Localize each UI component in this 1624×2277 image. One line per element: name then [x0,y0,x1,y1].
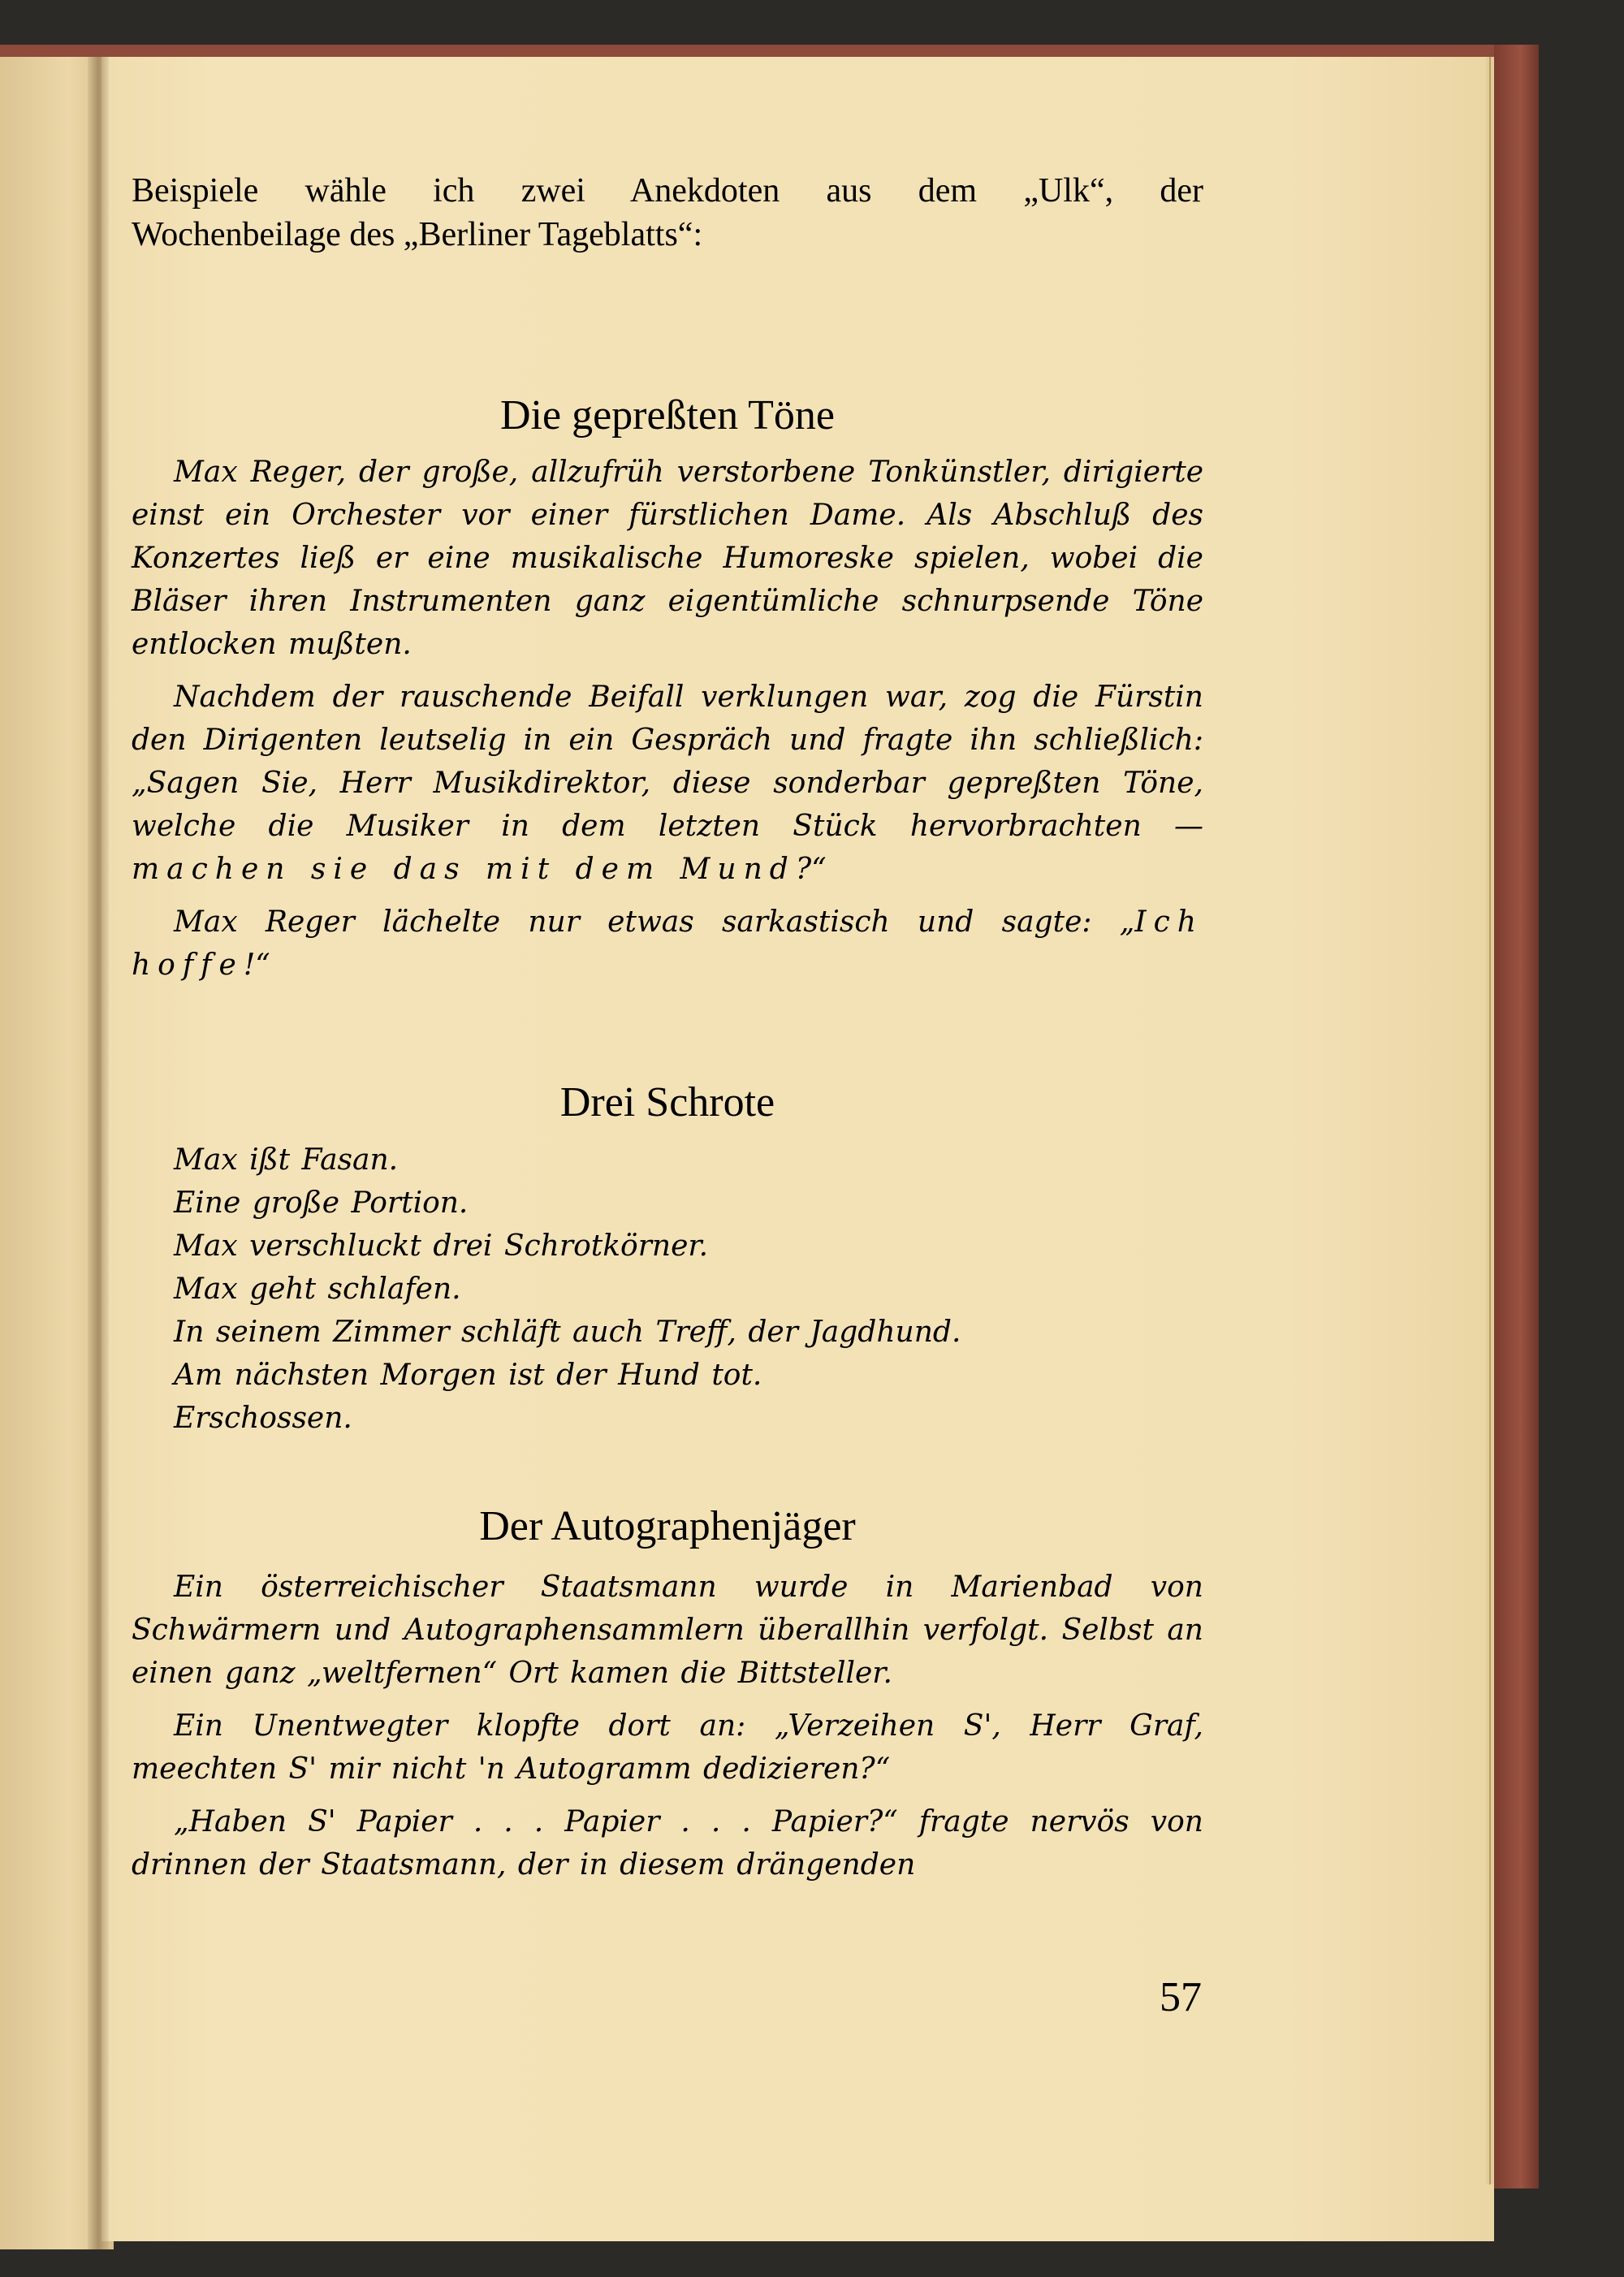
intro-line-1: Beispiele wähle ich zwei Anekdoten aus dem „Ulk“, der [132,172,1203,210]
story1-p3-text: Max Reger lächelte nur etwas sarkastisch und sagte: „ [174,905,1135,939]
book-cover-edge-right [1494,45,1539,2188]
story3-paragraph-1: Ein österreichischer Staatsmann wurde in Marienbad von Schwärmern und Autographensammlern überallhin verfolgt. Selbst an einen ganz „weltfernen“ Ort kamen die Bittsteller. [132,1571,1203,1690]
story2-line: In seinem Zimmer schläft auch Treff, der Jagdhund. [174,1316,961,1349]
story1-p2-end: ?“ [795,853,827,886]
story2-line: Max geht schlafen. [174,1272,461,1306]
story1-paragraph-1: Max Reger, der große, allzufrüh verstorbene Tonkünstler, dirigierte einst ein Orchester vor einer fürstlichen Dame. Als Abschluß des Konzertes ließ er eine musikalische Humoreske spielen, wobei die Bläser ihren Instrumenten ganz eigentümliche schnurpsende Töne entlocken mußten. [132,456,1203,661]
story2-line: Erschossen. [174,1402,352,1435]
story1-p2-spaced: machen sie das mit dem Mund [132,853,796,886]
heading-die-gepressten-toene: Die gepreßten Töne [500,392,835,439]
story-drei-schrote [132,1138,1203,1440]
intro-paragraph [132,169,1203,257]
story1-p2-text: Nachdem der rauschende Beifall verklungen war, zog die Fürstin den Dirigenten leutselig in ein Gespräch und fragte ihn schließlich: „Sagen Sie, Herr Musikdirektor, diese sonderbar gepreßten Töne, welche die Musiker in dem letzten Stück hervorbrachten — [132,681,1203,843]
book-gutter [88,57,109,2249]
story2-line: Max ißt Fasan. [174,1143,399,1177]
heading-der-autographenjaeger: Der Autographenjäger [479,1503,856,1549]
story-autographenjaeger [132,1566,1203,1886]
story-gepresste-toene [132,451,1203,987]
story2-line: Max verschluckt drei Schrotkörner. [174,1229,709,1263]
story1-p3-spaced: Ich hoffe [132,905,1203,982]
story1-p3-end: !“ [243,948,270,982]
page-number: 57 [1160,1974,1202,2020]
heading-drei-schrote: Drei Schrote [559,1079,775,1126]
story2-line: Eine große Portion. [174,1186,469,1220]
story1-paragraph-2 [132,676,1203,891]
intro-line-2: Wochenbeilage des „Berliner Tageblatts“: [132,216,703,253]
story3-paragraph-3: „Haben S' Papier . . . Papier . . . Papier?“ fragte nervös von drinnen der Staatsmann, der in diesem drängenden [132,1805,1203,1882]
story1-paragraph-3 [132,901,1203,987]
story3-paragraph-2: Ein Unentwegter klopfte dort an: „Verzeihen S', Herr Graf, meechten S' mir nicht 'n Autogramm dedizieren?“ [132,1709,1203,1786]
story2-line: Am nächsten Morgen ist der Hund tot. [174,1359,762,1392]
